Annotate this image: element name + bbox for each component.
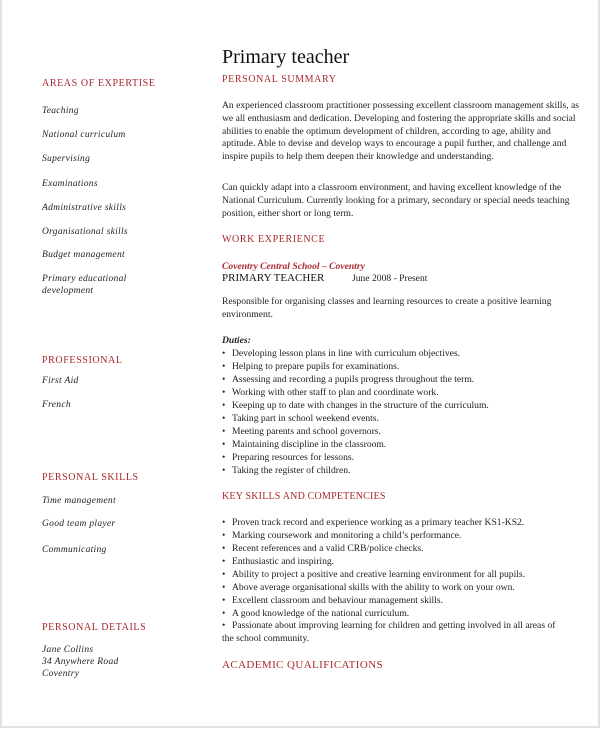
summary-heading: PERSONAL SUMMARY (222, 74, 337, 85)
skill-item: • A good knowledge of the national curriculum. (222, 608, 410, 619)
personal-skills-heading: PERSONAL SKILLS (42, 472, 139, 483)
skill-item-last: • Passionate about improving learning for children and getting involved in all areas of the school community. (222, 620, 556, 644)
duties-list (222, 347, 489, 477)
academic-heading: ACADEMIC QUALIFICATIONS (222, 659, 384, 671)
duty-item: • Keeping up to date with changes in the structure of the curriculum. (222, 400, 489, 411)
duty-item: • Taking part in school weekend events. (222, 413, 379, 424)
employer: Coventry Central School – Coventry (222, 261, 365, 272)
expertise-item: Teaching (42, 106, 79, 116)
duty-item: • Assessing and recording a pupils progress throughout the term. (222, 374, 475, 385)
skill-item: • Above average organisational skills with the ability to work on your own. (222, 582, 515, 593)
expertise-item: Budget management (42, 250, 125, 260)
work-heading: WORK EXPERIENCE (222, 234, 326, 245)
skill-item: • Enthusiastic and inspiring. (222, 556, 335, 567)
skill-item: • Proven track record and experience working as a primary teacher KS1-KS2. (222, 517, 525, 528)
expertise-item: National curriculum (42, 130, 126, 140)
duties-label: Duties: (222, 335, 251, 346)
page-title: Primary teacher (222, 46, 350, 68)
duty-item: • Taking the register of children. (222, 465, 351, 476)
job-description: Responsible for organising classes and learning resources to create a positive learning environment. (222, 296, 552, 320)
skills-heading: KEY SKILLS AND COMPETENCIES (222, 491, 386, 502)
details-address: 34 Anywhere Road (42, 657, 119, 667)
personal-skill-item: Communicating (42, 545, 107, 555)
expertise-item: Primary educational development (42, 274, 127, 296)
professional-item: First Aid (42, 376, 79, 386)
duty-item: • Maintaining discipline in the classroom. (222, 439, 387, 450)
expertise-item: Administrative skills (42, 203, 127, 213)
duty-item: • Helping to prepare pupils for examinations. (222, 361, 400, 372)
duty-item: • Developing lesson plans in line with curriculum objectives. (222, 348, 461, 359)
details-name: Jane Collins (42, 645, 94, 655)
personal-skill-item: Time management (42, 496, 116, 506)
skill-item: • Marking coursework and monitoring a child’s performance. (222, 530, 462, 541)
expertise-heading: AREAS OF EXPERTISE (42, 78, 156, 89)
skills-list (222, 516, 525, 620)
summary-paragraph: An experienced classroom practitioner possessing excellent classroom management skills, as we all enthusiasm and dedication. Developing and fostering the appropriate skills and social abilities to enable the optimum development of children, according to age, ability and aptitude. Able to devise and develop ways to encourage a pupil further, and challenge and inspire pupils to help them deepen their knowledge and understanding. (222, 100, 579, 163)
professional-heading: PROFESSIONAL (42, 355, 123, 366)
job-dates: June 2008 - Present (352, 273, 428, 284)
skill-item: • Recent references and a valid CRB/police checks. (222, 543, 424, 554)
personal-skill-item: Good team player (42, 519, 116, 529)
skill-item: • Excellent classroom and behaviour management skills. (222, 595, 444, 606)
personal-details-heading: PERSONAL DETAILS (42, 622, 147, 633)
expertise-item: Supervising (42, 154, 91, 164)
summary-paragraph: Can quickly adapt into a classroom environment, and having excellent knowledge of the National Curriculum. Currently looking for a primary, secondary or special needs teaching position, either short or long term. (222, 182, 570, 219)
job-role: PRIMARY TEACHER (222, 272, 325, 284)
professional-item: French (42, 400, 71, 410)
details-city: Coventry (42, 669, 80, 679)
skill-item: • Ability to project a positive and creative learning environment for all pupils. (222, 569, 526, 580)
duty-item: • Meeting parents and school governors. (222, 426, 381, 437)
duty-item: • Working with other staff to plan and coordinate work. (222, 387, 439, 398)
expertise-item: Examinations (42, 179, 98, 189)
duty-item: • Preparing resources for lessons. (222, 452, 355, 463)
expertise-item: Organisational skills (42, 227, 128, 237)
